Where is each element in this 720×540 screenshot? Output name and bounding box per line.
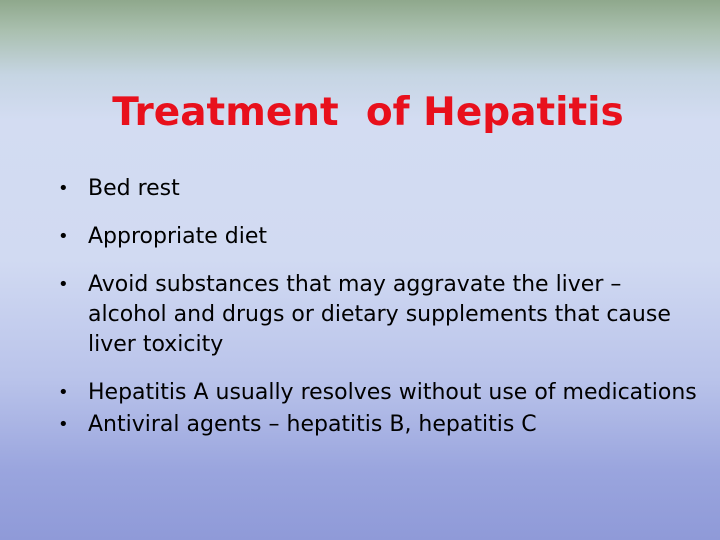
bullet-item <box>58 378 698 408</box>
bullet-list <box>58 174 698 458</box>
bullet-text: Avoid substances that may aggravate the liver – alcohol and drugs or dietary supplements that cause liver toxicity <box>88 272 671 357</box>
bullet-text: Bed rest <box>88 176 180 201</box>
bullet-dot: • <box>58 414 69 435</box>
bullet-dot: • <box>58 226 69 247</box>
bullet-item <box>58 270 698 360</box>
bullet-text: Hepatitis A usually resolves without use of medications <box>88 380 697 405</box>
bullet-text: Appropriate diet <box>88 224 267 249</box>
bullet-dot: • <box>58 382 69 403</box>
bullet-text: Antiviral agents – hepatitis B, hepatitis C <box>88 412 537 437</box>
slide-title: Treatment of Hepatitis <box>112 90 624 135</box>
bullet-item <box>58 222 698 252</box>
bullet-item <box>58 174 698 204</box>
bullet-dot: • <box>58 274 69 295</box>
bullet-item <box>58 410 698 440</box>
bullet-dot: • <box>58 178 69 199</box>
